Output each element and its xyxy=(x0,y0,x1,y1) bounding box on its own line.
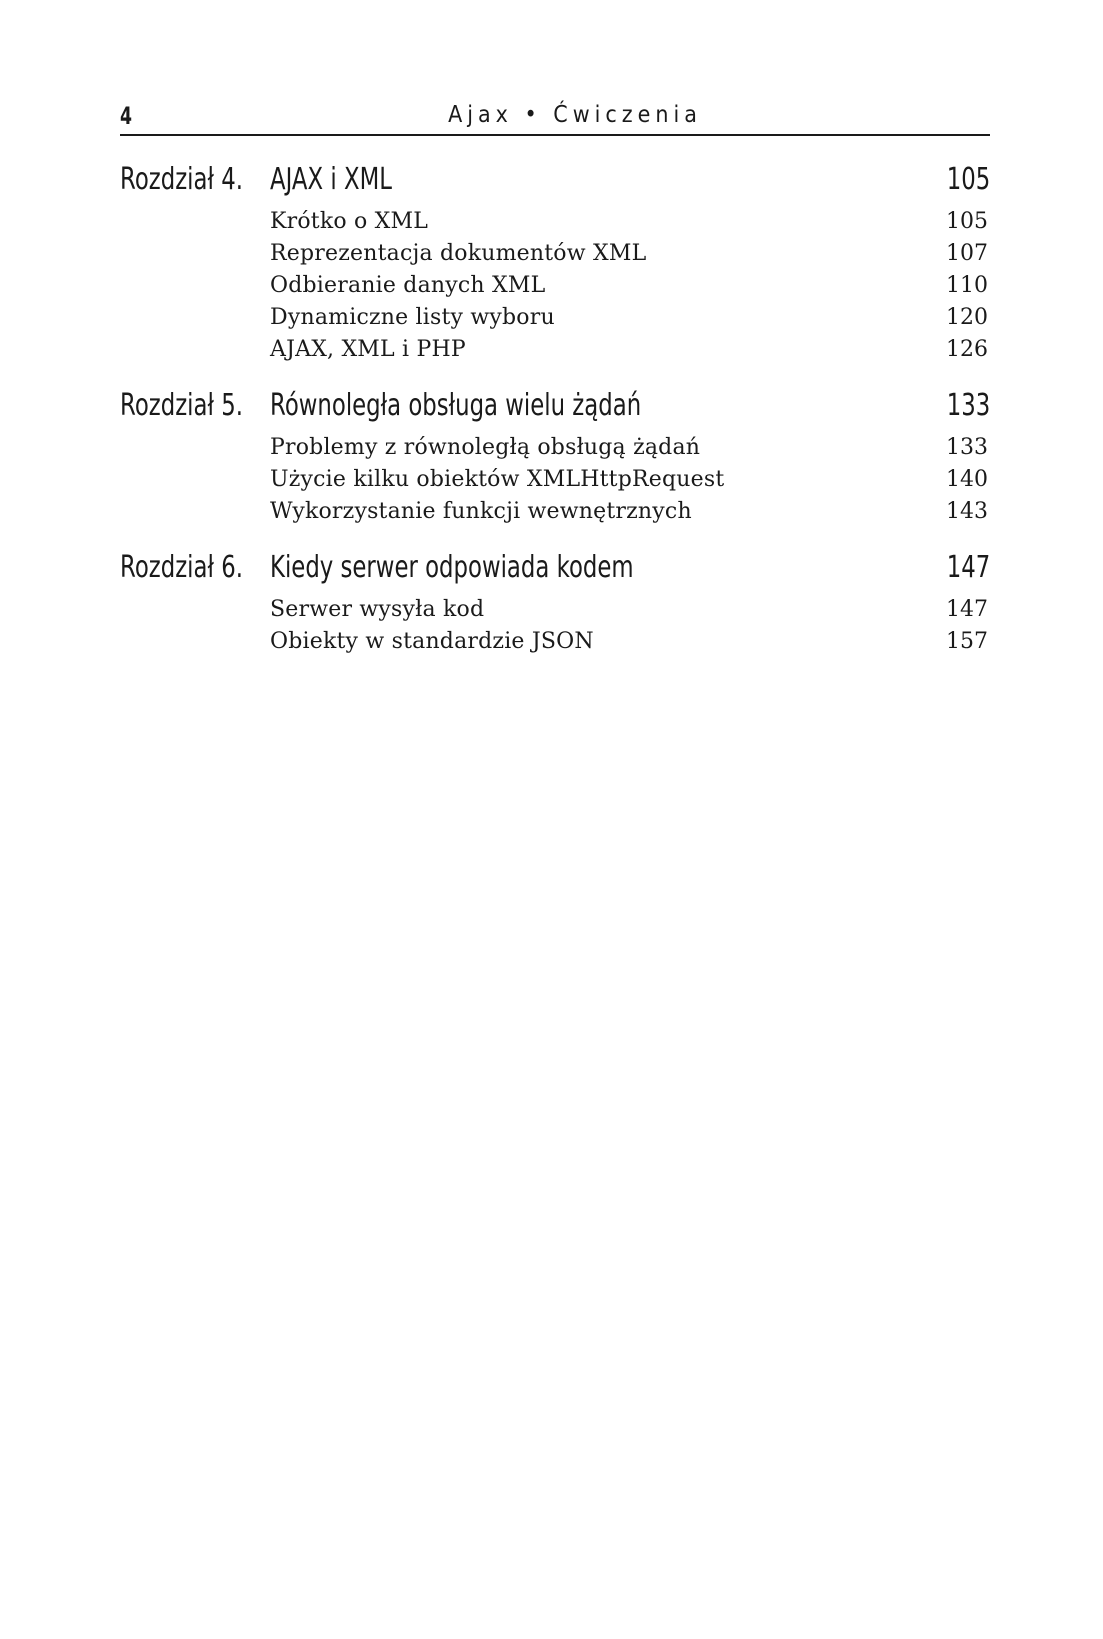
section-title: Problemy z równoległą obsługą żądań xyxy=(270,435,701,460)
section-title: Wykorzystanie funkcji wewnętrznych xyxy=(270,499,692,524)
toc-section-row xyxy=(120,596,990,628)
chapter-heading-row xyxy=(120,386,990,434)
toc-section-row xyxy=(120,498,990,530)
running-header xyxy=(120,98,990,136)
section-page-number: 120 xyxy=(946,305,988,330)
chapter-title: Kiedy serwer odpowiada kodem xyxy=(270,550,634,585)
toc-section-row xyxy=(120,208,990,240)
chapter-heading-row xyxy=(120,548,990,596)
section-page-number: 140 xyxy=(946,467,988,492)
page-number: 4 xyxy=(120,102,133,130)
toc-chapter-5 xyxy=(120,386,990,530)
section-title: Użycie kilku obiektów XMLHttpRequest xyxy=(270,467,725,492)
toc-section-row xyxy=(120,466,990,498)
toc-section-row xyxy=(120,336,990,368)
section-title: Krótko o XML xyxy=(270,209,429,234)
toc-section-row xyxy=(120,304,990,336)
toc-section-row xyxy=(120,240,990,272)
chapter-label: Rozdział 4. xyxy=(120,162,243,197)
section-title: AJAX, XML i PHP xyxy=(270,337,466,362)
section-page-number: 110 xyxy=(946,273,988,298)
chapter-title: AJAX i XML xyxy=(270,162,392,197)
book-title: Ajax • Ćwiczenia xyxy=(448,102,702,128)
chapter-title: Równoległa obsługa wielu żądań xyxy=(270,388,642,423)
section-title: Obiekty w standardzie JSON xyxy=(270,629,594,654)
chapter-heading-row xyxy=(120,160,990,208)
chapter-label: Rozdział 5. xyxy=(120,388,243,423)
toc-section-row xyxy=(120,434,990,466)
toc-section-row xyxy=(120,272,990,304)
section-page-number: 126 xyxy=(946,337,988,362)
chapter-page-number: 105 xyxy=(946,162,990,197)
toc-chapter-6 xyxy=(120,548,990,660)
section-title: Reprezentacja dokumentów XML xyxy=(270,241,647,266)
section-title: Serwer wysyła kod xyxy=(270,597,485,622)
section-title: Dynamiczne listy wyboru xyxy=(270,305,555,330)
chapter-label: Rozdział 6. xyxy=(120,550,243,585)
section-page-number: 107 xyxy=(946,241,988,266)
section-page-number: 143 xyxy=(946,499,988,524)
section-page-number: 147 xyxy=(946,597,988,622)
table-of-contents xyxy=(120,160,990,660)
section-page-number: 133 xyxy=(946,435,988,460)
chapter-page-number: 133 xyxy=(946,388,990,423)
toc-chapter-4 xyxy=(120,160,990,368)
section-page-number: 157 xyxy=(946,629,988,654)
section-page-number: 105 xyxy=(946,209,988,234)
toc-section-row xyxy=(120,628,990,660)
section-title: Odbieranie danych XML xyxy=(270,273,546,298)
chapter-page-number: 147 xyxy=(946,550,990,585)
